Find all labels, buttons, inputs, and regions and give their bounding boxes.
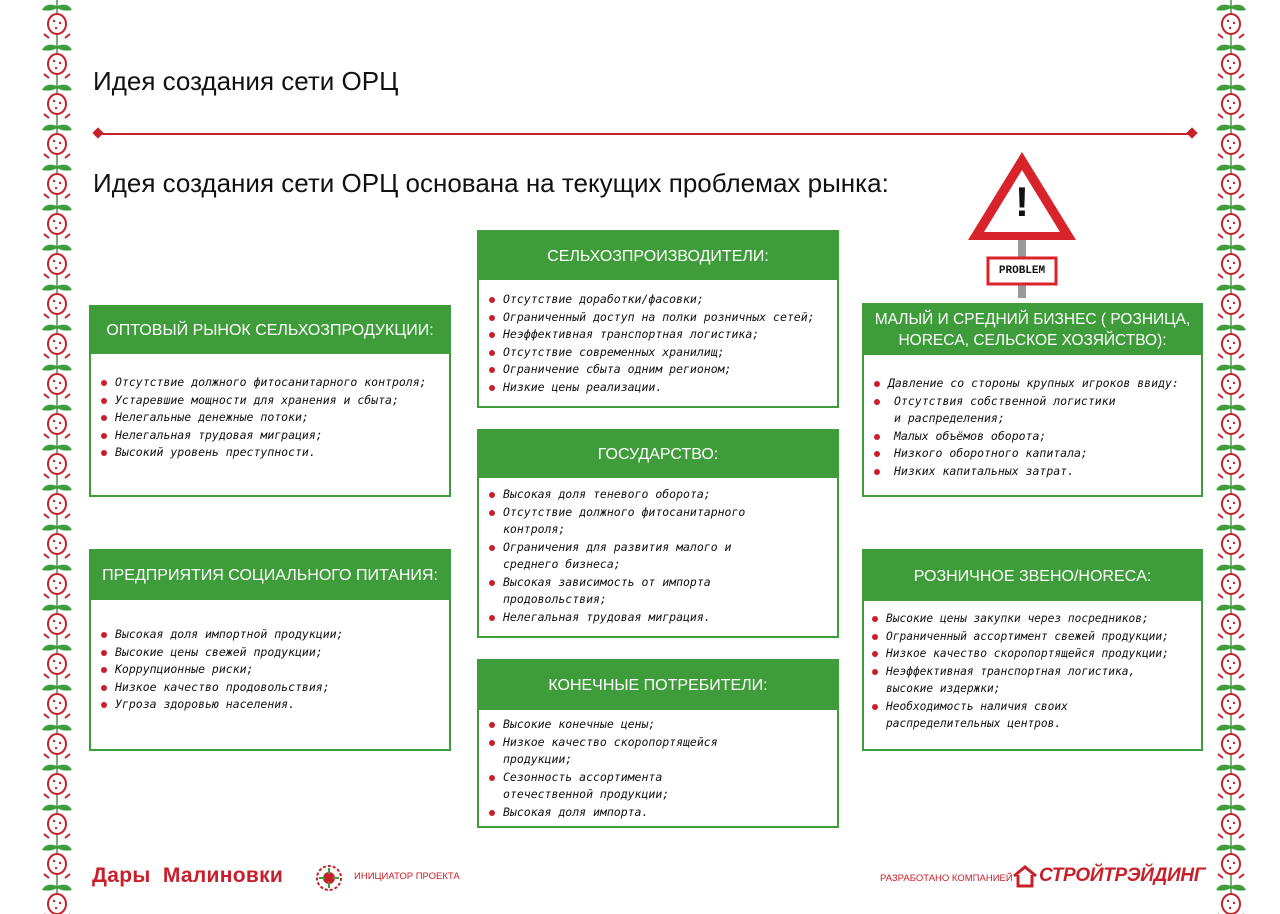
list-item: Высокие конечные цены; bbox=[489, 716, 837, 734]
ornament-border-right bbox=[1210, 0, 1252, 914]
card-catering-list bbox=[91, 600, 449, 714]
card-consumers-title: КОНЕЧНЫЕ ПОТРЕБИТЕЛИ: bbox=[479, 661, 837, 710]
list-item: Коррупционные риски; bbox=[101, 661, 449, 679]
divider-diamond-right bbox=[1186, 127, 1197, 138]
list-item: Неэффективная транспортная логистика, высокие издержки; bbox=[872, 663, 1201, 698]
card-retail-title: РОЗНИЧНОЕ ЗВЕНО/HORECA: bbox=[864, 551, 1201, 601]
list-item: Низкого оборотного капитала; bbox=[874, 445, 1201, 463]
card-consumers bbox=[477, 659, 839, 828]
list-item: Необходимость наличия своих распределительных центров. bbox=[872, 698, 1201, 733]
card-smb-title: МАЛЫЙ И СРЕДНИЙ БИЗНЕС ( РОЗНИЦА, HORECA, СЕЛЬСКОЕ ХОЗЯЙСТВО): bbox=[864, 305, 1201, 355]
list-item: Устаревшие мощности для хранения и сбыта; bbox=[101, 392, 449, 410]
list-item: Ограниченный доступ на полки розничных сетей; bbox=[489, 309, 837, 327]
footer-company-logo: СТРОЙТРЭЙДИНГ bbox=[1039, 865, 1206, 886]
brand-emblem-icon bbox=[315, 864, 343, 892]
card-state bbox=[477, 429, 839, 638]
list-item: Ограниченный ассортимент свежей продукции; bbox=[872, 628, 1201, 646]
list-item: Низких капитальных затрат. bbox=[874, 463, 1201, 481]
card-smb-list bbox=[864, 355, 1201, 480]
card-smb bbox=[862, 303, 1203, 497]
list-item: Нелегальная трудовая миграция. bbox=[489, 609, 837, 627]
list-item: Ограничения для развития малого и среднего бизнеса; bbox=[489, 539, 837, 574]
card-retail-list bbox=[864, 601, 1201, 733]
list-item: Высокие цены свежей продукции; bbox=[101, 644, 449, 662]
card-producers bbox=[477, 230, 839, 408]
list-item: Высокая доля импортной продукции; bbox=[101, 626, 449, 644]
house-logo-icon bbox=[1012, 864, 1038, 888]
list-item: Высокие цены закупки через посредников; bbox=[872, 610, 1201, 628]
list-item: Низкое качество скоропортящейся продукции; bbox=[872, 645, 1201, 663]
list-item: Нелегальная трудовая миграция; bbox=[101, 427, 449, 445]
card-wholesale-list bbox=[91, 354, 449, 462]
footer-developed-label: РАЗРАБОТАНО КОМПАНИЕЙ bbox=[880, 873, 1013, 884]
card-retail bbox=[862, 549, 1203, 751]
list-item: Низкие цены реализации. bbox=[489, 379, 837, 397]
page-title: Идея создания сети ОРЦ bbox=[93, 66, 399, 96]
list-item: Высокая доля теневого оборота; bbox=[489, 486, 837, 504]
list-item: Отсутствие должного фитосанитарного контроля; bbox=[101, 374, 449, 392]
title-divider bbox=[98, 133, 1194, 135]
ornament-border-left bbox=[36, 0, 78, 914]
warning-problem-label: PROBLEM bbox=[998, 265, 1046, 277]
list-item: Малых объёмов оборота; bbox=[874, 428, 1201, 446]
list-item-intro: Давление со стороны крупных игроков ввиду: bbox=[874, 375, 1201, 393]
list-item: Ограничение сбыта одним регионом; bbox=[489, 361, 837, 379]
card-producers-title: СЕЛЬХОЗПРОИЗВОДИТЕЛИ: bbox=[479, 232, 837, 280]
warning-exclamation: ! bbox=[1015, 178, 1029, 225]
list-item: Низкое качество скоропортящейся продукции; bbox=[489, 734, 837, 769]
list-item: Высокая зависимость от импорта продовольствия; bbox=[489, 574, 837, 609]
page-subtitle: Идея создания сети ОРЦ основана на текущих проблемах рынка: bbox=[93, 168, 889, 198]
card-wholesale bbox=[89, 305, 451, 497]
problem-warning-sign bbox=[966, 148, 1078, 298]
list-item: Отсутствие доработки/фасовки; bbox=[489, 291, 837, 309]
card-catering-title: ПРЕДПРИЯТИЯ СОЦИАЛЬНОГО ПИТАНИЯ: bbox=[91, 551, 449, 600]
list-item: Высокая доля импорта. bbox=[489, 804, 837, 822]
card-producers-list bbox=[479, 280, 837, 396]
divider-diamond-left bbox=[92, 127, 103, 138]
list-item: Отсутствия собственной логистики и распределения; bbox=[874, 393, 1201, 428]
footer-brand-logo: Дары Малиновки bbox=[92, 864, 284, 887]
list-item: Отсутствие современных хранилищ; bbox=[489, 344, 837, 362]
footer-initiator-label: ИНИЦИАТОР ПРОЕКТА bbox=[354, 871, 460, 882]
list-item: Угроза здоровью населения. bbox=[101, 696, 449, 714]
list-item: Сезонность ассортимента отечественной продукции; bbox=[489, 769, 837, 804]
list-item: Нелегальные денежные потоки; bbox=[101, 409, 449, 427]
card-catering bbox=[89, 549, 451, 751]
list-item: Высокий уровень преступности. bbox=[101, 444, 449, 462]
list-item: Низкое качество продовольствия; bbox=[101, 679, 449, 697]
list-item: Отсутствие должного фитосанитарного контроля; bbox=[489, 504, 837, 539]
card-consumers-list bbox=[479, 710, 837, 821]
list-item: Неэффективная транспортная логистика; bbox=[489, 326, 837, 344]
card-state-list bbox=[479, 478, 837, 626]
card-state-title: ГОСУДАРСТВО: bbox=[479, 431, 837, 478]
card-wholesale-title: ОПТОВЫЙ РЫНОК СЕЛЬХОЗПРОДУКЦИИ: bbox=[91, 307, 449, 354]
